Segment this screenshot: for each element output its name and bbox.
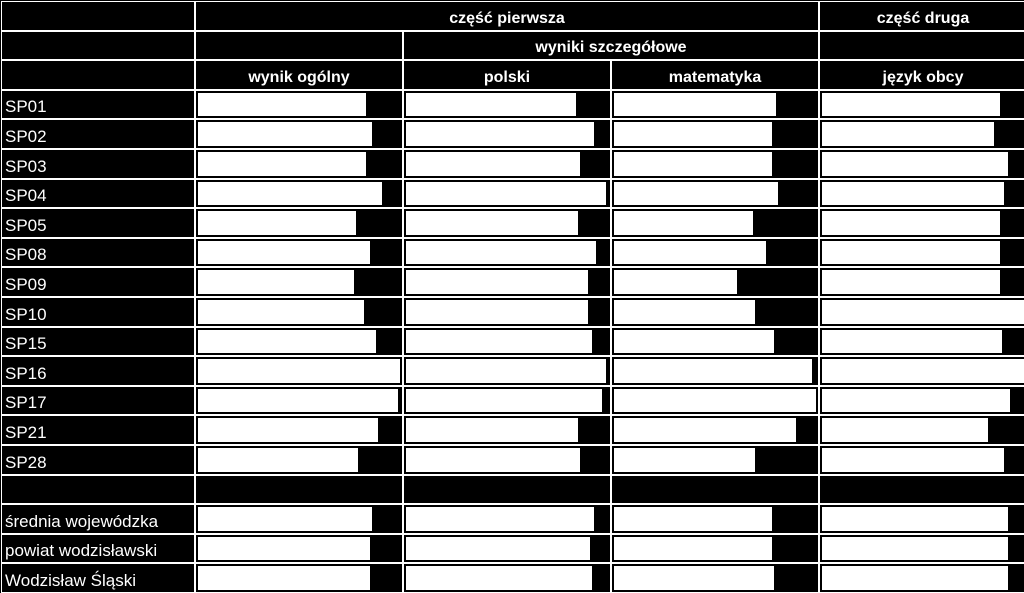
bar-cell: [820, 476, 1024, 504]
bar: [822, 122, 994, 146]
bar: [406, 300, 588, 324]
bar-cell: [404, 150, 610, 178]
bar: [198, 566, 370, 590]
bar: [614, 182, 778, 206]
bar: [406, 93, 576, 117]
bar: [198, 93, 366, 117]
header-blank-overall: [196, 32, 402, 60]
row-label: powiat wodzisławski: [2, 535, 194, 563]
bar: [406, 448, 580, 472]
bar: [406, 566, 592, 590]
bar-cell: [820, 239, 1024, 267]
bar-cell: [196, 357, 402, 385]
row-label: SP17: [2, 387, 194, 415]
bar-cell: [196, 328, 402, 356]
bar: [822, 241, 1000, 265]
bar: [614, 270, 737, 294]
bar-cell: [612, 446, 818, 474]
bar-cell: [820, 209, 1024, 237]
bar: [198, 507, 372, 531]
bar: [822, 389, 1010, 413]
bar-cell: [612, 505, 818, 533]
bar: [822, 566, 1008, 590]
row-label: średnia wojewódzka: [2, 505, 194, 533]
row-label: SP02: [2, 120, 194, 148]
row-label: SP01: [2, 91, 194, 119]
bar: [406, 211, 578, 235]
header-part2: część druga: [820, 2, 1024, 30]
results-table: [1, 1, 1024, 593]
header-blank-part2: [820, 32, 1024, 60]
bar: [822, 537, 1008, 561]
bar-cell: [820, 387, 1024, 415]
bar: [198, 122, 372, 146]
row-label: SP15: [2, 328, 194, 356]
bar: [614, 448, 755, 472]
bar: [822, 448, 1004, 472]
bar-cell: [820, 505, 1024, 533]
bar-cell: [404, 564, 610, 592]
row-label: SP28: [2, 446, 194, 474]
bar-cell: [404, 535, 610, 563]
bar: [198, 359, 400, 383]
bar: [406, 270, 588, 294]
bar: [822, 211, 1000, 235]
row-label: Wodzisław Śląski: [2, 564, 194, 592]
bar-cell: [404, 387, 610, 415]
bar-cell: [820, 357, 1024, 385]
bar-cell: [196, 239, 402, 267]
bar: [822, 359, 1024, 383]
row-label: SP03: [2, 150, 194, 178]
bar-cell: [612, 535, 818, 563]
bar: [822, 152, 1008, 176]
header-corner: [2, 2, 194, 30]
header-corner-2: [2, 32, 194, 60]
bar-cell: [196, 180, 402, 208]
bar-cell: [820, 328, 1024, 356]
bar-cell: [612, 357, 818, 385]
bar-cell: [612, 120, 818, 148]
row-label: SP21: [2, 416, 194, 444]
header-col-overall: wynik ogólny: [196, 61, 402, 89]
row-label: SP08: [2, 239, 194, 267]
bar: [198, 330, 376, 354]
bar: [198, 418, 378, 442]
bar-cell: [820, 180, 1024, 208]
row-label: SP16: [2, 357, 194, 385]
bar-cell: [196, 535, 402, 563]
bar-cell: [612, 298, 818, 326]
bar: [406, 122, 594, 146]
bar-cell: [404, 505, 610, 533]
bar-cell: [612, 209, 818, 237]
header-col-math: matematyka: [612, 61, 818, 89]
bar: [614, 330, 774, 354]
bar-cell: [196, 298, 402, 326]
bar: [614, 152, 772, 176]
bar-cell: [404, 298, 610, 326]
row-label: [2, 476, 194, 504]
bar: [614, 389, 816, 413]
bar-cell: [196, 446, 402, 474]
bar-cell: [196, 120, 402, 148]
bar: [198, 270, 354, 294]
bar: [614, 93, 776, 117]
bar-cell: [820, 150, 1024, 178]
header-detailed: wyniki szczegółowe: [404, 32, 818, 60]
bar-cell: [820, 91, 1024, 119]
bar: [822, 330, 1002, 354]
bar: [822, 93, 1000, 117]
bar: [406, 359, 606, 383]
bar: [406, 330, 592, 354]
bar-cell: [196, 209, 402, 237]
bar-cell: [612, 180, 818, 208]
bar: [406, 182, 606, 206]
bar: [822, 418, 988, 442]
bar-cell: [404, 209, 610, 237]
bar: [406, 418, 578, 442]
bar-cell: [820, 446, 1024, 474]
bar-cell: [404, 91, 610, 119]
bar: [614, 359, 812, 383]
bar: [614, 507, 772, 531]
bar: [614, 241, 766, 265]
bar-cell: [612, 416, 818, 444]
row-label: SP09: [2, 268, 194, 296]
header-part1: część pierwsza: [196, 2, 818, 30]
bar: [198, 448, 358, 472]
bar: [198, 300, 364, 324]
row-label: SP05: [2, 209, 194, 237]
bar: [822, 270, 1000, 294]
bar-cell: [196, 268, 402, 296]
bar: [614, 418, 796, 442]
bar-cell: [612, 91, 818, 119]
bar: [614, 211, 753, 235]
bar: [198, 389, 398, 413]
bar-cell: [404, 120, 610, 148]
bar-cell: [820, 298, 1024, 326]
bar-cell: [612, 476, 818, 504]
bar-cell: [612, 150, 818, 178]
row-label: SP04: [2, 180, 194, 208]
bar-cell: [404, 328, 610, 356]
bar-cell: [196, 91, 402, 119]
bar-cell: [612, 268, 818, 296]
row-label: SP10: [2, 298, 194, 326]
bar: [406, 241, 596, 265]
bar: [406, 389, 602, 413]
header-corner-3: [2, 61, 194, 89]
bar-cell: [612, 239, 818, 267]
bar-cell: [196, 150, 402, 178]
bar-cell: [820, 564, 1024, 592]
bar-cell: [404, 357, 610, 385]
bar: [198, 211, 356, 235]
header-col-language: język obcy: [820, 61, 1024, 89]
bar-cell: [612, 387, 818, 415]
bar-cell: [820, 416, 1024, 444]
bar: [198, 182, 382, 206]
bar-cell: [820, 535, 1024, 563]
header-col-polish: polski: [404, 61, 610, 89]
bar: [614, 122, 772, 146]
bar-cell: [404, 239, 610, 267]
bar-cell: [404, 446, 610, 474]
bar: [198, 152, 366, 176]
bar-cell: [196, 476, 402, 504]
bar-cell: [196, 564, 402, 592]
bar-cell: [404, 180, 610, 208]
bar: [406, 537, 590, 561]
bar: [406, 152, 580, 176]
bar-cell: [404, 268, 610, 296]
bar: [614, 300, 755, 324]
bar: [406, 507, 594, 531]
bar: [614, 537, 772, 561]
bar: [198, 241, 370, 265]
bar: [198, 537, 370, 561]
bar-cell: [196, 416, 402, 444]
bar-cell: [820, 268, 1024, 296]
bar: [822, 507, 1008, 531]
bar-cell: [404, 416, 610, 444]
bar: [822, 182, 1004, 206]
bar-cell: [404, 476, 610, 504]
bar-cell: [820, 120, 1024, 148]
bar-cell: [612, 564, 818, 592]
bar-cell: [196, 387, 402, 415]
bar: [614, 566, 774, 590]
bar-cell: [196, 505, 402, 533]
bar: [822, 300, 1024, 324]
bar-cell: [612, 328, 818, 356]
